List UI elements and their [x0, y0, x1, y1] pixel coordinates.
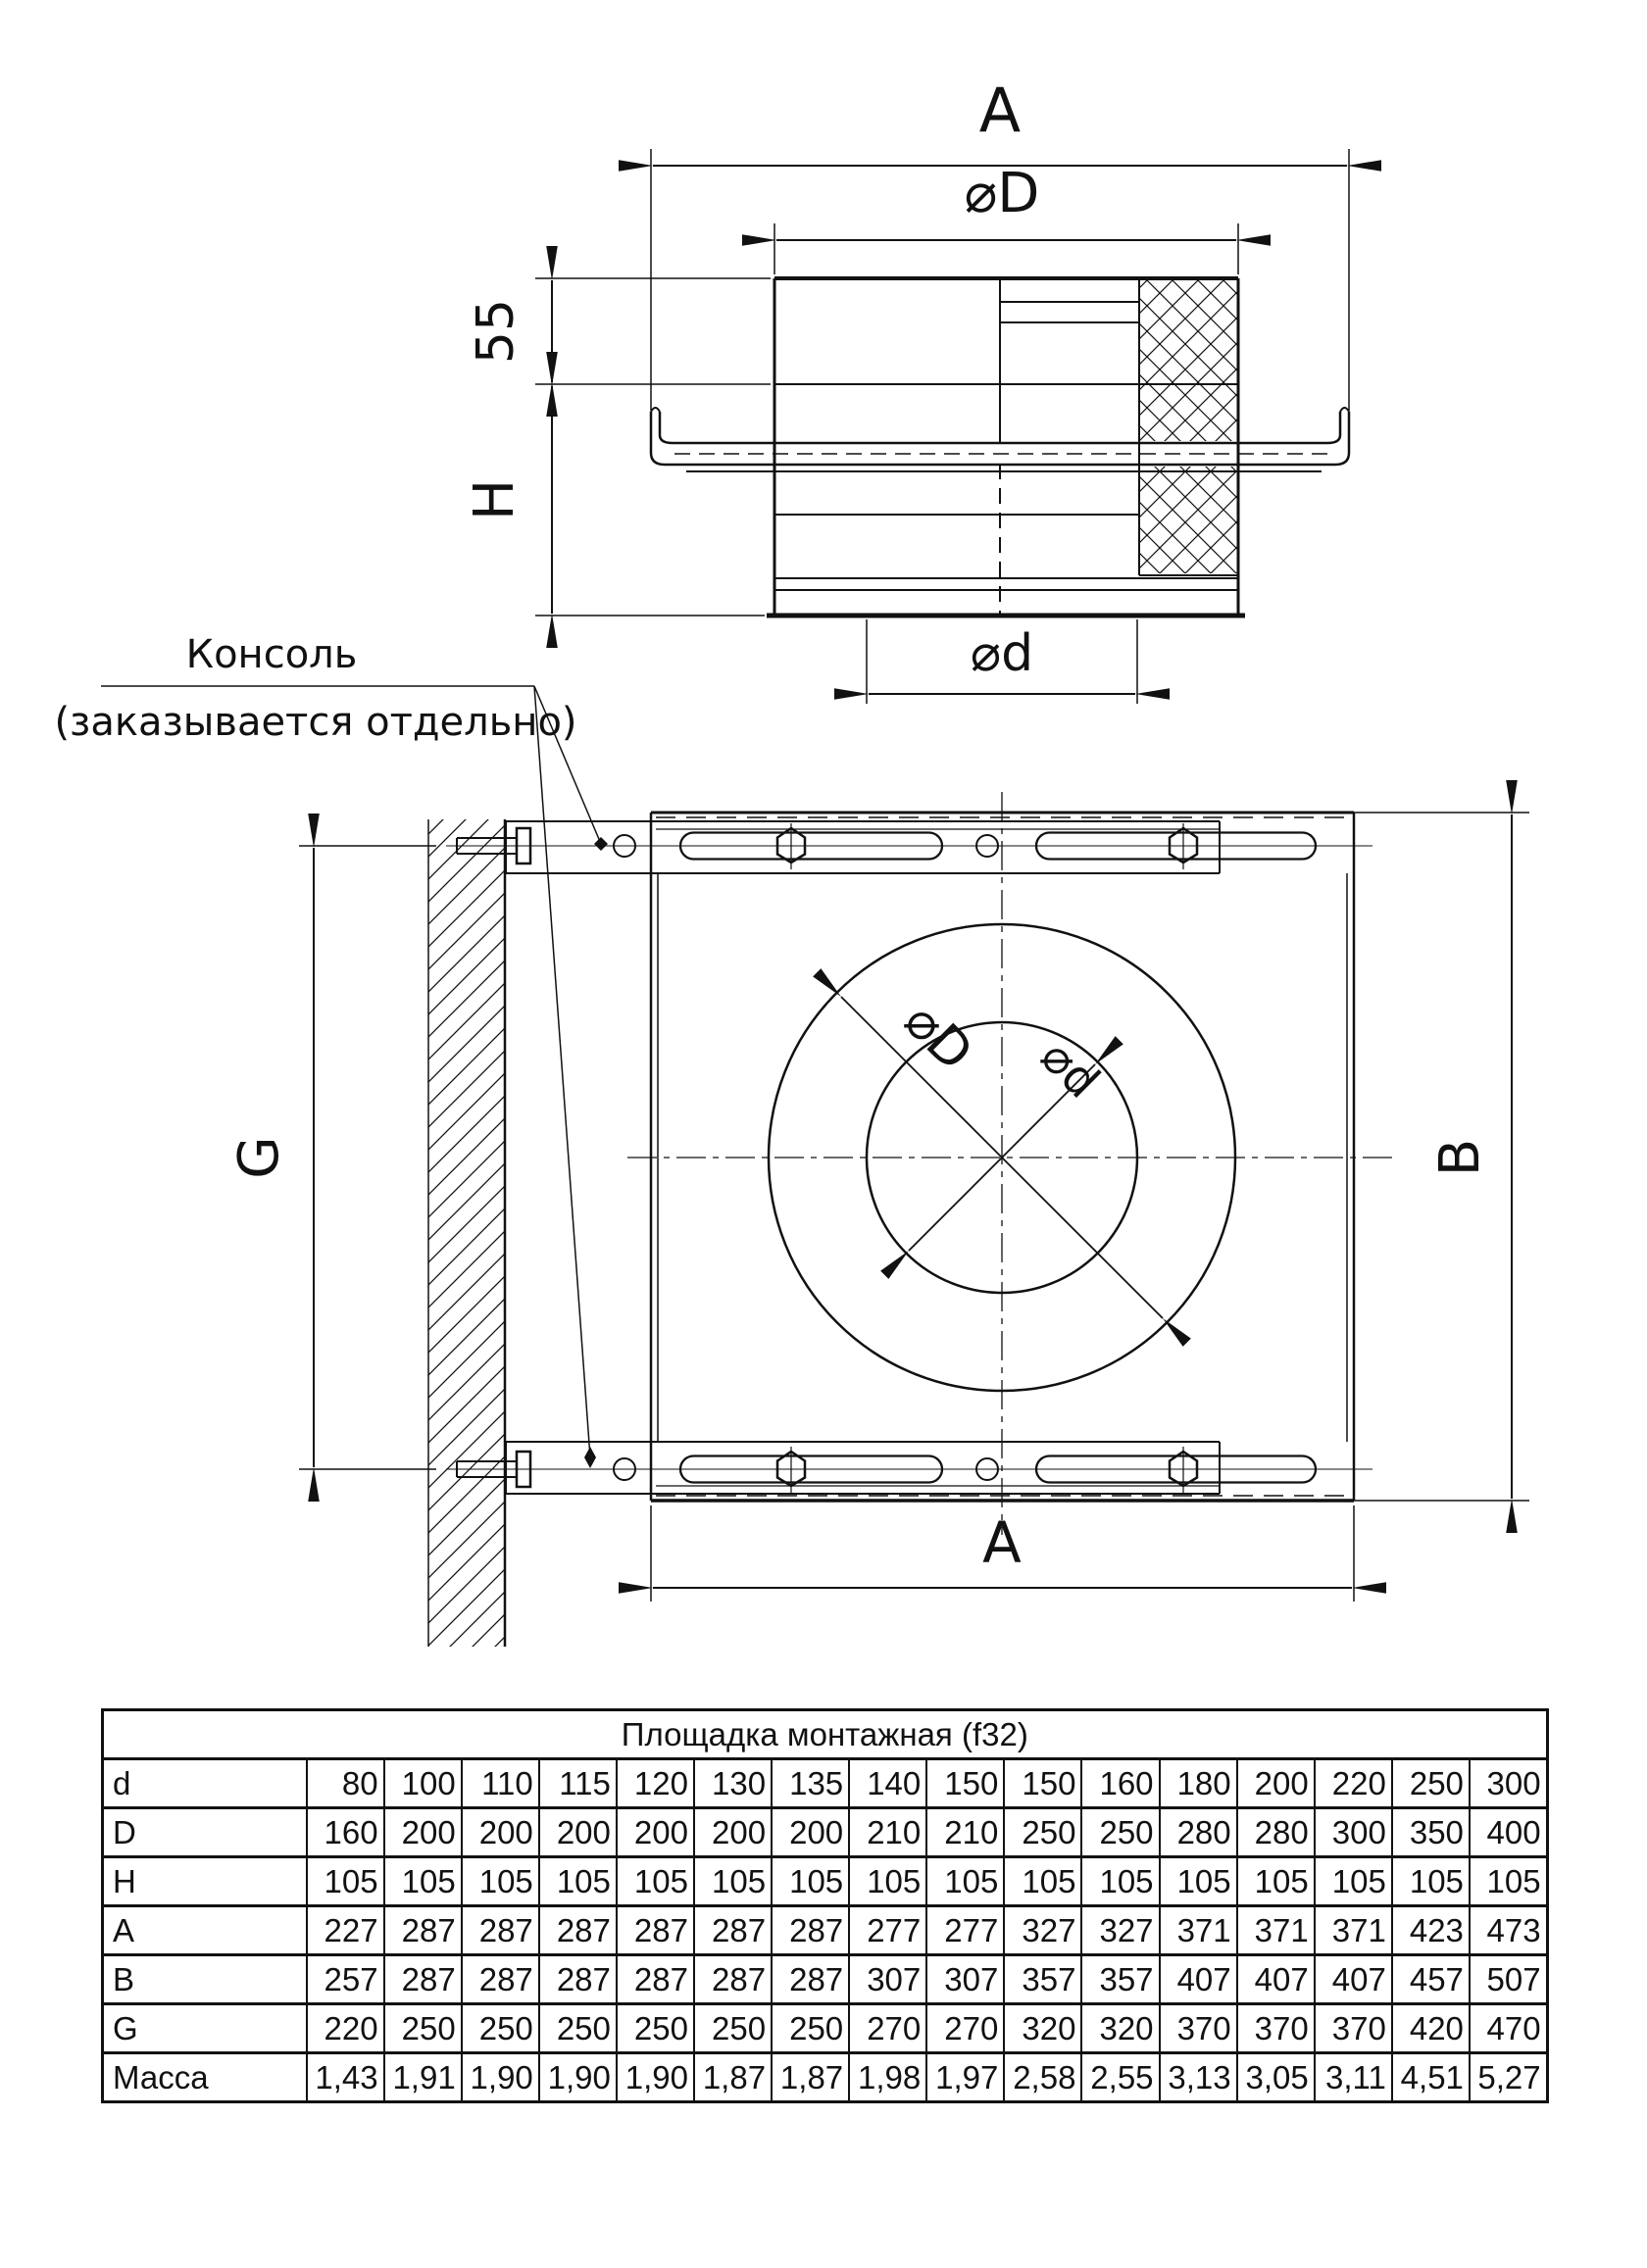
table-cell: 457 [1392, 1955, 1470, 2004]
table-cell: 277 [926, 1906, 1004, 1955]
table-cell: 105 [772, 1857, 849, 1906]
table-cell: 150 [926, 1759, 1004, 1808]
wall [428, 819, 505, 1647]
table-cell: 227 [307, 1906, 384, 1955]
table-cell: 105 [1470, 1857, 1547, 1906]
dim-55-label: 55 [467, 298, 525, 365]
table-cell: 105 [1237, 1857, 1315, 1906]
table-cell: 105 [694, 1857, 772, 1906]
dimension-table-grid [101, 1708, 1549, 2103]
insulation-hatch-upper [1139, 280, 1238, 441]
dim-55-and-h [463, 278, 771, 616]
table-cell: 287 [694, 1906, 772, 1955]
section-view [54, 74, 1349, 1468]
table-cell: 3,11 [1315, 2053, 1392, 2102]
table-cell: 250 [1392, 1759, 1470, 1808]
table-cell: 1,43 [307, 2053, 384, 2102]
table-cell: 287 [462, 1906, 539, 1955]
table-cell: 420 [1392, 2004, 1470, 2053]
callout-leader-bottom [534, 686, 590, 1457]
table-cell: 270 [849, 2004, 926, 2053]
table-row [103, 1857, 1548, 1906]
pipe-body-section [767, 278, 1245, 616]
table-cell: 1,98 [849, 2053, 926, 2102]
dim-g [227, 846, 436, 1469]
table-cell: 2,55 [1081, 2053, 1159, 2102]
dim-outer-diameter-section [774, 162, 1238, 274]
table-cell: 300 [1470, 1759, 1547, 1808]
table-cell: 220 [307, 2004, 384, 2053]
table-cell: 105 [1004, 1857, 1081, 1906]
table-cell: 160 [1081, 1759, 1159, 1808]
table-cell: 307 [849, 1955, 926, 2004]
table-cell: 280 [1160, 1808, 1237, 1857]
row-label: H [103, 1857, 307, 1906]
table-cell: 105 [539, 1857, 617, 1906]
wall-hatch [428, 819, 505, 1647]
table-cell: 200 [462, 1808, 539, 1857]
table-cell: 407 [1237, 1955, 1315, 2004]
table-cell: 180 [1160, 1759, 1237, 1808]
table-cell: 200 [539, 1808, 617, 1857]
table-cell: 470 [1470, 2004, 1547, 2053]
table-cell: 200 [772, 1808, 849, 1857]
table-cell: 423 [1392, 1906, 1470, 1955]
dim-a-front-label: A [982, 1509, 1022, 1576]
table-cell: 507 [1470, 1955, 1547, 2004]
table-cell: 287 [539, 1906, 617, 1955]
table-cell: 250 [1004, 1808, 1081, 1857]
callout-leader-bottom-dot [584, 1447, 596, 1468]
table-cell: 160 [307, 1808, 384, 1857]
table-cell: 200 [384, 1808, 462, 1857]
dim-a-front [651, 1505, 1354, 1602]
table-cell: 287 [772, 1955, 849, 2004]
table-cell: 287 [384, 1906, 462, 1955]
table-cell: 1,87 [772, 2053, 849, 2102]
table-cell: 100 [384, 1759, 462, 1808]
table-cell: 371 [1315, 1906, 1392, 1955]
table-cell: 371 [1160, 1906, 1237, 1955]
table-cell: 105 [617, 1857, 694, 1906]
table-title-row [103, 1710, 1548, 1759]
table-cell: 2,58 [1004, 2053, 1081, 2102]
table-cell: 473 [1470, 1906, 1547, 1955]
row-label: d [103, 1759, 307, 1808]
table-cell: 407 [1315, 1955, 1392, 2004]
dim-h-label: H [463, 478, 526, 521]
table-cell: 287 [384, 1955, 462, 2004]
table-cell: 5,27 [1470, 2053, 1547, 2102]
table-cell: 115 [539, 1759, 617, 1808]
row-label: G [103, 2004, 307, 2053]
table-cell: 105 [384, 1857, 462, 1906]
table-cell: 287 [462, 1955, 539, 2004]
table-cell: 80 [307, 1759, 384, 1808]
row-label: D [103, 1808, 307, 1857]
table-cell: 370 [1160, 2004, 1237, 2053]
top-bracket-row [446, 821, 1372, 873]
table-row [103, 2053, 1548, 2102]
table-cell: 357 [1081, 1955, 1159, 2004]
front-view [227, 792, 1529, 1647]
table-cell: 400 [1470, 1808, 1547, 1857]
table-cell: 250 [694, 2004, 772, 2053]
table-cell: 280 [1237, 1808, 1315, 1857]
console-callout [54, 632, 608, 1468]
table-cell: 370 [1237, 2004, 1315, 2053]
table-row [103, 1955, 1548, 2004]
table-cell: 110 [462, 1759, 539, 1808]
table-cell: 3,05 [1237, 2053, 1315, 2102]
row-label: Масса [103, 2053, 307, 2102]
table-cell: 287 [694, 1955, 772, 2004]
table-cell: 320 [1081, 2004, 1159, 2053]
front-inner-diameter-label: ⌀d [1029, 1028, 1111, 1109]
table-cell: 105 [1160, 1857, 1237, 1906]
table-cell: 250 [539, 2004, 617, 2053]
table-cell: 327 [1004, 1906, 1081, 1955]
opening-circles [627, 792, 1392, 1535]
table-cell: 140 [849, 1759, 926, 1808]
table-row [103, 2004, 1548, 2053]
console-callout-line1: Консоль [185, 632, 358, 677]
dim-inner-diameter-label: ⌀d [970, 624, 1034, 683]
table-cell: 105 [307, 1857, 384, 1906]
table-cell: 130 [694, 1759, 772, 1808]
table-cell: 1,97 [926, 2053, 1004, 2102]
dim-g-label: G [227, 1136, 291, 1179]
table-cell: 250 [462, 2004, 539, 2053]
table-cell: 4,51 [1392, 2053, 1470, 2102]
table-cell: 3,13 [1160, 2053, 1237, 2102]
table-cell: 105 [462, 1857, 539, 1906]
dim-outer-diameter-label: ⌀D [964, 162, 1040, 225]
front-outer-diameter-label: ⌀D [892, 991, 984, 1083]
table-cell: 257 [307, 1955, 384, 2004]
console-callout-line2: (заказывается отдельно) [54, 700, 577, 745]
table-row [103, 1808, 1548, 1857]
table-title: Площадка монтажная (f32) [103, 1710, 1548, 1759]
dim-inner-diameter-section [867, 619, 1137, 704]
table-cell: 287 [617, 1955, 694, 2004]
table-row [103, 1759, 1548, 1808]
dimension-table [101, 1708, 1546, 2103]
bottom-bracket-row [446, 1442, 1372, 1494]
table-cell: 250 [384, 2004, 462, 2053]
table-cell: 1,90 [617, 2053, 694, 2102]
table-cell: 371 [1237, 1906, 1315, 1955]
table-cell: 1,90 [539, 2053, 617, 2102]
table-cell: 307 [926, 1955, 1004, 2004]
table-cell: 1,87 [694, 2053, 772, 2102]
dim-a-label: A [978, 74, 1022, 146]
table-cell: 357 [1004, 1955, 1081, 2004]
insulation-hatch-lower [1139, 467, 1238, 573]
table-cell: 250 [772, 2004, 849, 2053]
callout-leader-top-dot [594, 837, 608, 851]
table-cell: 1,91 [384, 2053, 462, 2102]
table-cell: 287 [617, 1906, 694, 1955]
table-cell: 370 [1315, 2004, 1392, 2053]
table-cell: 300 [1315, 1808, 1392, 1857]
table-cell: 200 [617, 1808, 694, 1857]
dim-b-label: B [1428, 1138, 1492, 1177]
table-cell: 210 [849, 1808, 926, 1857]
row-label: B [103, 1955, 307, 2004]
row-label: A [103, 1906, 307, 1955]
table-cell: 250 [617, 2004, 694, 2053]
table-cell: 105 [1081, 1857, 1159, 1906]
dim-b [1354, 813, 1529, 1501]
table-cell: 270 [926, 2004, 1004, 2053]
table-cell: 150 [1004, 1759, 1081, 1808]
table-cell: 407 [1160, 1955, 1237, 2004]
table-cell: 287 [772, 1906, 849, 1955]
table-cell: 105 [1315, 1857, 1392, 1906]
table-cell: 350 [1392, 1808, 1470, 1857]
table-cell: 200 [1237, 1759, 1315, 1808]
table-cell: 135 [772, 1759, 849, 1808]
table-cell: 210 [926, 1808, 1004, 1857]
table-cell: 287 [539, 1955, 617, 2004]
table-row [103, 1906, 1548, 1955]
table-cell: 320 [1004, 2004, 1081, 2053]
table-cell: 120 [617, 1759, 694, 1808]
table-cell: 1,90 [462, 2053, 539, 2102]
table-cell: 277 [849, 1906, 926, 1955]
table-cell: 327 [1081, 1906, 1159, 1955]
table-cell: 105 [1392, 1857, 1470, 1906]
table-cell: 200 [694, 1808, 772, 1857]
table-cell: 250 [1081, 1808, 1159, 1857]
table-cell: 220 [1315, 1759, 1392, 1808]
table-cell: 105 [926, 1857, 1004, 1906]
table-cell: 105 [849, 1857, 926, 1906]
